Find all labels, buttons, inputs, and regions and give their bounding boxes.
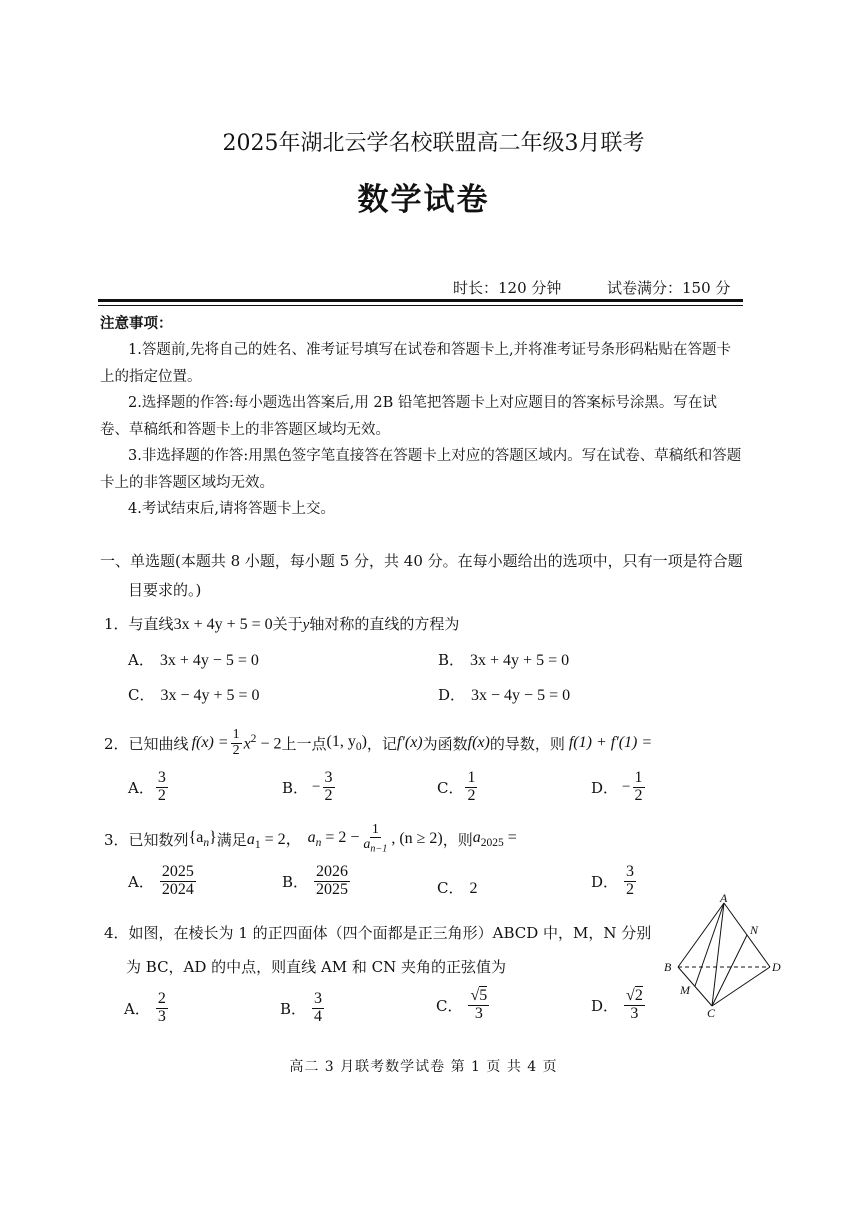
option-value: 3x + 4y + 5 = 0 [470,652,570,669]
q3-an-eq: = 2 − [321,828,360,846]
frac-den: 2 [467,786,476,804]
q1-option-a[interactable] [128,649,259,670]
q4-option-d[interactable] [591,988,647,1023]
q3-seq-end: } [209,828,217,846]
question-4-line-2: 为 BC，AD 的中点，则直线 AM 和 CN 夹角的正弦值为 [126,958,507,976]
q2-option-d[interactable] [591,770,647,805]
q4-text: 如图，在棱长为 1 的正四面体（四个面都是正三角形）ABCD 中，M，N 分别 [128,924,652,942]
notice-item-2: 2.选择题的作答:每小题选出答案后,用 2B 铅笔把答题卡上对应题目的答案标号涂黑。写在试卷、草稿纸和答题卡上的非答题区域均无效。 [100,395,717,438]
option-label: D． [438,686,466,704]
question-2 [104,721,652,765]
notice-item-3: 3.非选择题的作答:用黑色签字笔直接答在答题卡上对应的答题区域内。写在试卷、草稿纸和答题卡上的非答题区域均无效。 [100,448,742,491]
q3-a1: a [246,831,255,849]
q2-option-c[interactable] [437,770,479,805]
q3-condition: , (n ≥ 2) [391,830,443,847]
q4-number: 4． [104,924,129,942]
option-value: 3x − 4y − 5 = 0 [471,687,571,704]
frac-den: 2 [626,880,635,898]
q1-option-d[interactable] [438,684,570,705]
question-3 [104,816,517,862]
q2-fx: f(x) = [191,734,229,751]
option-value: 3x + 4y − 5 = 0 [159,652,259,669]
q2-text: 的导数，则 [489,734,565,753]
q2-point-sub: 0 [355,741,362,754]
q2-f: f(x) [467,734,490,751]
segment-cn [712,935,747,1006]
q2-point-end: ) [361,732,367,750]
notice-heading: 注意事项： [100,315,173,332]
option-label: A． [128,872,154,891]
frac-num: 1 [634,769,643,786]
sqrt-icon: √ [626,987,635,1004]
frac-den: 2 [157,786,166,804]
q2-text: 上一点 [281,734,327,753]
q3-text: 满足 [216,830,247,849]
option-label: D． [591,872,619,891]
q1-equation: 3x + 4y + 5 = 0 [173,616,273,633]
exam-title: 2025年湖北云学名校联盟高二年级3月联考 [222,131,645,156]
q1-var: y [302,617,310,633]
option-fraction [160,864,196,899]
q1-option-b[interactable] [438,649,569,670]
q3-an: a [307,828,316,846]
q4-option-b[interactable] [280,991,326,1026]
sqrt-icon: √ [470,987,480,1004]
option-fraction [156,770,168,805]
q2-fprime: f′(x) [396,734,423,751]
vertex-d-label: D [772,960,781,974]
section1-heading-cont: 目要求的。) [128,581,202,599]
option-label: A． [128,778,154,797]
q2-text: 为函数 [422,734,468,753]
option-fraction [156,991,168,1026]
q3-target-sub: 2025 [480,837,504,850]
midpoint-m-label: M [680,983,690,997]
frac-den: 3 [157,1007,166,1025]
q2-x: x [243,735,251,753]
exam-full-score: 试卷满分：150 分 [607,279,731,297]
edge-cd [712,967,770,1006]
q2-number: 2． [104,734,129,753]
q1-text-c: 轴对称的直线的方程为 [309,615,460,633]
q2-minus: − 2 [256,735,282,753]
frac-den: 2 [232,742,240,758]
edge-ab [678,903,724,967]
option-fraction [465,770,477,805]
q3-a1-val: = 2， [260,831,302,849]
frac-den: 3 [630,1004,639,1022]
frac-num: 2025 [161,863,194,880]
midpoint-n-label: N [750,923,759,937]
frac-num: 3 [314,990,323,1007]
q3-option-b[interactable] [282,864,352,899]
q2-text: 已知曲线 [128,734,189,753]
page-footer: 高二 3 月联考数学试卷 第 1 页 共 4 页 [289,1059,558,1075]
option-label: C． [436,996,463,1015]
frac-num: 3 [626,863,635,880]
q1-option-c[interactable] [128,684,260,705]
radicand: 2 [634,987,643,1004]
frac-num: 1 [371,821,379,837]
notice-item-1: 1.答题前,先将自己的姓名、准考证号填写在试卷和答题卡上,并将准考证号条形码粘贴在答题卡上的指定位置。 [100,342,732,385]
frac-den: 4 [314,1007,323,1025]
option-fraction [624,988,645,1023]
tetrahedron-figure [658,893,783,1018]
option-label: D． [591,778,619,797]
q2-option-a[interactable] [128,770,170,805]
q4-option-c[interactable] [436,988,491,1023]
frac-den: 2 [324,786,333,804]
frac-den: 2024 [161,880,194,898]
exam-subject: 数学试卷 [357,182,490,218]
option-fraction [312,991,324,1026]
q3-number: 3． [104,830,129,849]
q1-number: 1． [104,615,129,633]
frac-den: a [363,837,371,853]
option-label: A． [124,999,150,1018]
frac-num: 2026 [316,863,349,880]
section1-heading: 一、单选题(本题共 8 小题，每小题 5 分，共 40 分。在每小题给出的选项中，只有一项是符合题 [100,552,743,570]
question-4-line-1 [104,922,651,943]
vertex-b-label: B [664,960,672,974]
option-label: C． [437,879,464,897]
option-sign: − [312,778,321,795]
option-sign: − [622,778,631,795]
option-fraction [633,770,645,805]
vertex-c-label: C [707,1006,716,1018]
frac-num: 3 [157,769,166,786]
frac-num: 1 [232,726,240,742]
q3-option-d[interactable] [591,864,638,899]
q2-option-b[interactable] [282,770,337,805]
q3-option-a[interactable] [128,864,198,899]
q3-target: a [472,828,481,846]
q3-fraction [361,823,389,856]
q3-an-sub: n [315,837,322,850]
frac-den: 3 [474,1004,483,1022]
frac-num: 2 [157,990,166,1007]
option-label: B． [280,999,307,1018]
q1-text-b: 关于 [272,615,303,633]
q2-point: (1, y [326,732,356,750]
frac-den: 2 [634,786,643,804]
exam-duration: 时长：120 分钟 [453,279,562,297]
frac-den-sub: n−1 [370,843,388,855]
option-label: C． [128,686,155,704]
q2-text: ，记 [366,734,397,753]
option-label: B． [438,651,465,669]
frac-den: 2025 [316,880,349,898]
option-fraction [468,988,489,1023]
q3-target-eq: = [503,828,517,846]
q2-expression: f(1) + f′(1) = [568,734,653,751]
q3-seq-sub: n [203,837,210,850]
option-label: B． [282,778,309,797]
option-fraction [314,864,350,899]
frac-num: 3 [324,769,333,786]
q4-option-a[interactable] [124,991,170,1026]
q2-exponent: 2 [250,732,257,745]
q3-text: 已知数列 [128,830,189,849]
option-label: C． [437,778,464,797]
header-rule-thick [98,299,743,302]
option-value: 3x − 4y + 5 = 0 [160,687,260,704]
q3-a1-sub: 1 [254,839,261,852]
q3-option-c[interactable] [437,877,477,898]
option-label: A． [128,651,154,669]
option-value: 2 [469,880,478,897]
q2-half [231,728,242,758]
q3-seq: {a [188,828,204,846]
option-fraction [323,770,335,805]
option-label: B． [282,872,309,891]
frac-num: 1 [467,769,476,786]
notice-item-4: 4.考试结束后,请将答题卡上交。 [128,501,335,517]
vertex-a-label: A [720,893,728,905]
radicand: 5 [479,987,488,1004]
option-fraction [624,864,636,899]
question-1 [104,613,459,634]
q1-text-a: 与直线 [128,615,174,633]
edge-ac [712,903,724,1006]
header-rule-thin [98,305,743,306]
option-label: D． [591,996,619,1015]
q3-text: ，则 [442,830,473,849]
